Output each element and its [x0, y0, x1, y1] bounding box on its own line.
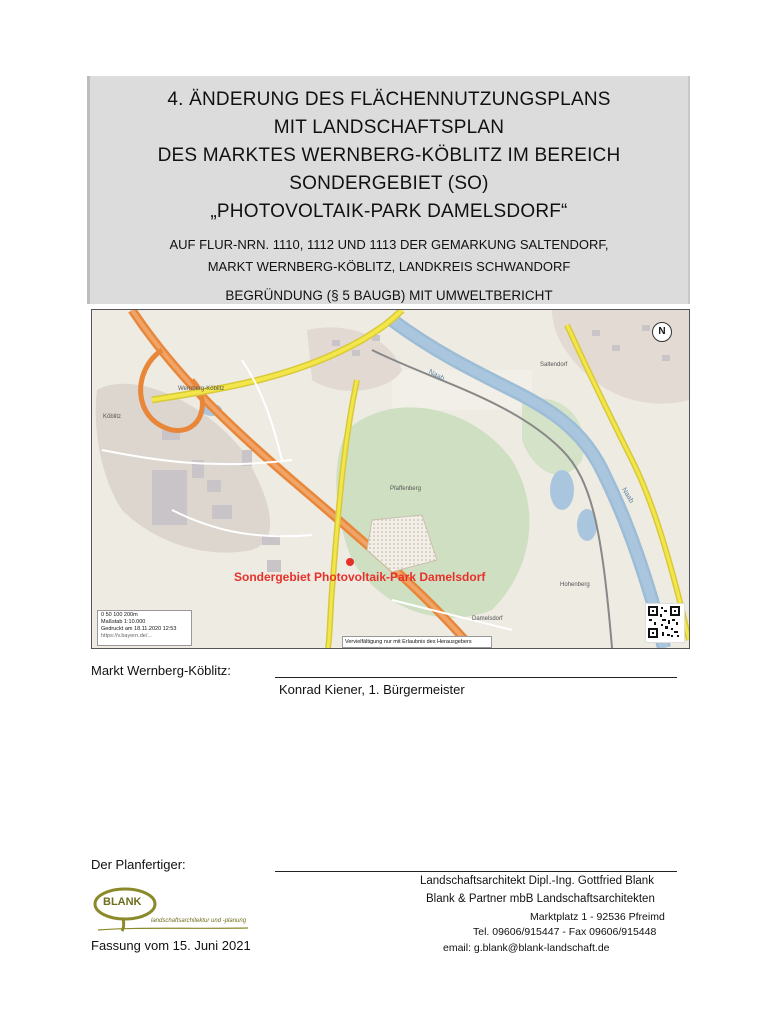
- qr-code-icon: [645, 603, 685, 643]
- place-label-koeblitz: Köblitz: [103, 414, 122, 420]
- signature-line-mayor: [275, 677, 677, 678]
- project-label: Sondergebiet Photovoltaik-Park Damelsdorf: [234, 570, 486, 584]
- planner-line-1: Landschaftsarchitekt Dipl.-Ing. Gottfried Blank: [420, 875, 654, 887]
- place-label-damelsdorf: Damelsdorf: [472, 616, 503, 622]
- north-arrow-icon: [652, 322, 672, 342]
- blank-logo: [93, 883, 253, 933]
- map-url: https://v.bayern.de/...: [101, 633, 152, 639]
- logo-text: BLANK: [103, 896, 142, 908]
- place-label-saltendorf: Saltendorf: [540, 362, 568, 368]
- planner-line-4: Tel. 09606/915447 - Fax 09606/915448: [473, 926, 657, 938]
- title-line-4: SONDERGEBIET (SO): [289, 173, 489, 194]
- title-line-2: MIT LANDSCHAFTSPLAN: [273, 117, 505, 138]
- location-pin-icon: [346, 558, 354, 566]
- version-date: Fassung vom 15. Juni 2021: [91, 938, 251, 953]
- scale-text: Maßstab 1:10.000: [101, 619, 146, 625]
- copyright-notice: Vervielfältigung nur mit Erlaubnis des Herausgebers: [342, 636, 492, 648]
- title-block: [87, 76, 690, 304]
- planner-line-3: Marktplatz 1 - 92536 Pfreimd: [530, 911, 665, 923]
- subtitle-line-1: AUF FLUR-NRN. 1110, 1112 UND 1113 DER GEMARKUNG SALTENDORF,: [169, 237, 609, 252]
- print-date: Gedruckt am 18.11.2020 12:53: [101, 626, 177, 632]
- subtitle-line-2: MARKT WERNBERG-KÖBLITZ, LANDKREIS SCHWANDORF: [207, 259, 571, 274]
- place-label-pfaffenberg: Pfaffenberg: [390, 486, 421, 492]
- river-label-1: Naab: [427, 368, 446, 383]
- logo-subtext: landschaftsarchitektur und -planung: [151, 918, 247, 924]
- planner-label: Der Planfertiger:: [91, 857, 186, 872]
- location-map: [91, 309, 690, 649]
- scale-ticks: 0 50 100 200m: [101, 612, 138, 618]
- mayor-name: Konrad Kiener, 1. Bürgermeister: [279, 682, 465, 697]
- map-graphic: [92, 310, 689, 648]
- begruendung-heading: BEGRÜNDUNG (§ 5 BAUGB) MIT UMWELTBERICHT: [225, 288, 553, 303]
- municipality-label: Markt Wernberg-Köblitz:: [91, 663, 231, 678]
- place-label-wernberg: Wernberg-Köblitz: [178, 386, 225, 392]
- title-line-5: „PHOTOVOLTAIK-PARK DAMELSDORF“: [210, 201, 568, 222]
- title-line-1: 4. ÄNDERUNG DES FLÄCHENNUTZUNGSPLANS: [167, 89, 611, 110]
- place-label-hohenberg: Hohenberg: [560, 582, 590, 588]
- signature-line-planner: [275, 871, 677, 872]
- title-line-3: DES MARKTES WERNBERG-KÖBLITZ IM BEREICH: [157, 145, 621, 166]
- planner-line-5: email: g.blank@blank-landschaft.de: [443, 942, 610, 954]
- scale-box: [97, 610, 192, 646]
- north-label: N: [658, 326, 666, 337]
- planner-line-2: Blank & Partner mbB Landschaftsarchitekten: [426, 893, 655, 905]
- river-label-2: Naab: [619, 486, 635, 505]
